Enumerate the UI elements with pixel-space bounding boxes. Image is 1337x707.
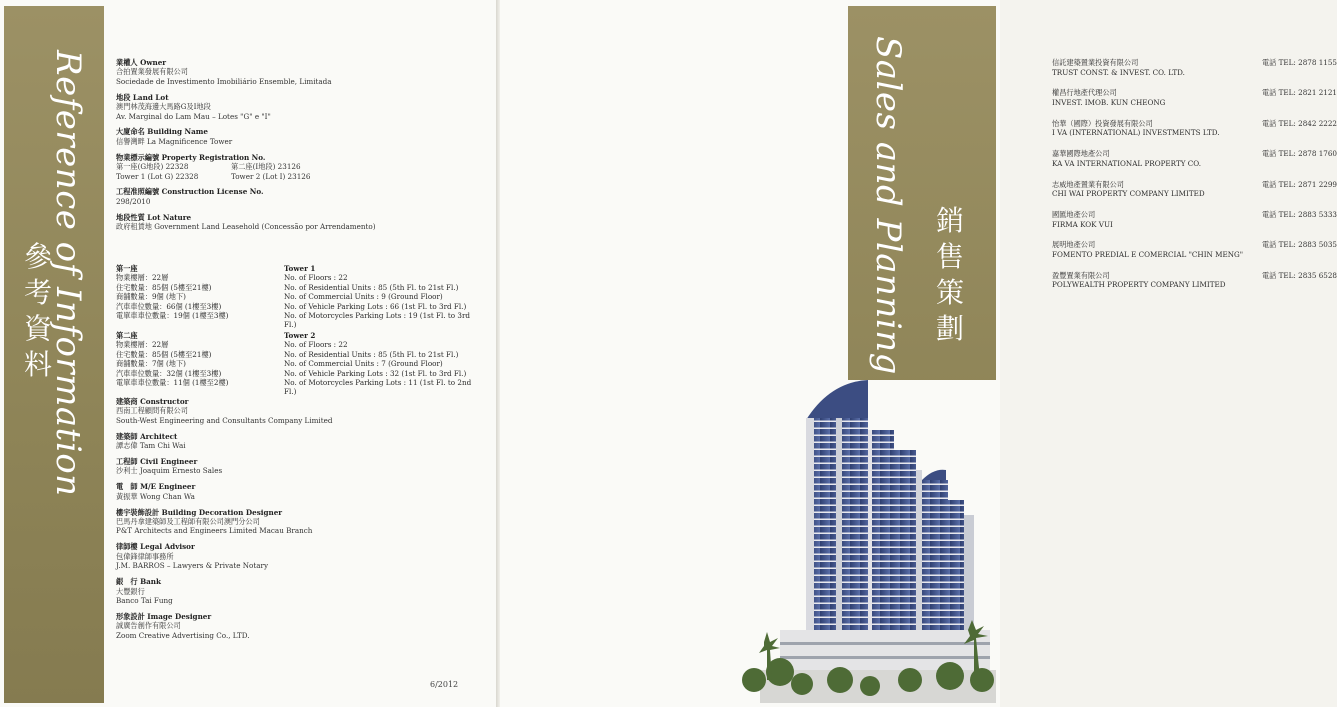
agent-name-en: INVEST. IMOB. KUN CHEONG [1052, 97, 1166, 107]
tower-line: No. of Motorcycles Parking Lots : 19 (1st Fl. to 3rd Fl.) [284, 311, 471, 330]
entry-me-engineer [116, 482, 486, 501]
entry-constructor [116, 397, 486, 425]
agent-name-cn: 展明地產公司 [1052, 240, 1096, 250]
entry-line: P&T Architects and Engineers Limited Macau Branch [116, 526, 313, 536]
tower-line: No. of Floors : 22 [284, 273, 348, 283]
tower-line: No. of Residential Units : 85 (5th Fl. to 21st Fl.) [284, 282, 459, 292]
agent-row [1052, 119, 1337, 149]
agent-tel: 電話 TEL: 2871 2299 [1261, 179, 1337, 189]
tower-line: No. of Floors : 22 [284, 340, 348, 350]
entry-line: South-West Engineering and Consultants Company Limited [116, 415, 333, 425]
agent-row [1052, 271, 1337, 301]
agent-name-cn: 嘉華國際地產公司 [1052, 149, 1110, 159]
cjk-char: 料 [24, 348, 53, 381]
cjk-char: 銷 [936, 204, 965, 237]
entry-building-name [116, 127, 486, 146]
agent-row [1052, 88, 1337, 118]
entry-label: 建築師 Architect [116, 431, 178, 441]
entry-line: 澳門林茂海邊大馬路G及I地段 [116, 102, 211, 112]
tower-line: No. of Residential Units : 85 (5th Fl. to 21st Fl.) [284, 349, 459, 359]
right-vertical-title: Sales and Planning [868, 36, 908, 375]
entry-label: 地段 Land Lot [116, 92, 169, 102]
entry-architect [116, 432, 486, 451]
entry-line: 298/2010 [116, 196, 151, 206]
agent-tel: 電話 TEL: 2835 6528 [1261, 270, 1337, 280]
entry-line: Banco Tai Fung [116, 595, 173, 605]
entry-line: 誠廣告創作有限公司 [116, 621, 181, 631]
left-page [0, 0, 500, 707]
agent-name-en: TRUST CONST. & INVEST. CO. LTD. [1052, 67, 1185, 77]
entry-line: 包偉鋒律師事務所 [116, 551, 174, 561]
info-entries [116, 58, 486, 238]
tower-line: 物業樓層：22層 [116, 273, 169, 283]
entry-line: 黃振華 Wong Chan Wa [116, 491, 195, 501]
entry-label: 建築商 Constructor [116, 397, 189, 406]
podium [780, 630, 990, 670]
entry-line: 西南工程顧問有限公司 [116, 406, 188, 416]
agent-row [1052, 149, 1337, 179]
entry-line: Zoom Creative Advertising Co., LTD. [116, 630, 250, 640]
info-entries-2 [116, 397, 486, 647]
agent-row [1052, 210, 1337, 240]
building-illustration [740, 380, 996, 703]
agent-row [1052, 240, 1337, 270]
cjk-char: 劃 [936, 312, 965, 345]
entry-line: 合拍置業發展有限公司 [116, 67, 188, 77]
tower-line: 電單車車位數量：11個 (1樓至2樓) [116, 378, 229, 388]
entry-label: 律師樓 Legal Advisor [116, 542, 195, 552]
agent-tel: 電話 TEL: 2821 2121 [1261, 88, 1337, 98]
agent-name-cn: 信託建築置業投資有限公司 [1052, 58, 1139, 67]
tower-heading: 第一座 [116, 264, 138, 273]
entry-label: 工程准照編號 Construction License No. [116, 187, 264, 197]
tower-line: 汽車車位數量：32個 (1樓至3樓) [116, 368, 222, 378]
tower-line: No. of Vehicle Parking Lots : 66 (1st Fl. to 3rd Fl.) [284, 301, 467, 311]
left-cjk-title [24, 242, 52, 380]
entry-line: J.M. BARROS – Lawyers & Private Notary [116, 561, 269, 571]
agent-tel: 電話 TEL: 2878 1155 [1261, 58, 1337, 67]
tower2-block [116, 331, 486, 397]
tower-line: No. of Commercial Units : 7 (Ground Floor) [284, 359, 443, 369]
agent-tel: 電話 TEL: 2878 1760 [1261, 149, 1337, 159]
agent-row [1052, 180, 1337, 210]
agent-tel: 電話 TEL: 2883 5035 [1261, 240, 1337, 250]
cjk-char: 策 [936, 276, 965, 309]
cjk-char: 參 [24, 240, 53, 273]
cjk-char: 售 [936, 240, 965, 273]
entry-license [116, 187, 486, 206]
entry-decoration-designer [116, 508, 486, 536]
tower-line: No. of Motorcycles Parking Lots : 11 (1st Fl. to 2nd Fl.) [284, 378, 472, 397]
tower-line: 汽車車位數量：66個 (1樓至3樓) [116, 301, 222, 311]
entry-registration [116, 153, 486, 181]
agent-name-en: I VA (INTERNATIONAL) INVESTMENTS LTD. [1052, 128, 1220, 138]
tower1-block [116, 264, 486, 330]
agent-name-cn: 志威地產置業有限公司 [1052, 179, 1124, 189]
entry-line: 大豐銀行 [116, 586, 145, 596]
entry-line: Tower 1 (Lot G) 22328 [116, 171, 199, 181]
entry-line: 政府租賃地 Government Land Leasehold (Concessão por Arrendamento) [116, 222, 376, 232]
entry-label: 電 師 M/E Engineer [116, 482, 196, 492]
agent-name-en: FIRMA KOK VUI [1052, 219, 1113, 229]
agent-name-cn: 盈豐置業有限公司 [1052, 270, 1110, 280]
entry-bank [116, 577, 486, 605]
agent-tel: 電話 TEL: 2842 2222 [1261, 118, 1337, 128]
tower-line: 商舖數量：7個 (地下) [116, 359, 186, 369]
page-number: 6/2012 [430, 680, 459, 689]
agent-name-cn: 怡華（國際）投資發展有限公司 [1052, 118, 1153, 128]
entry-image-designer [116, 612, 486, 640]
cjk-char: 資 [24, 312, 53, 345]
tower-line: 住宅數量：85個 (5樓至21樓) [116, 282, 212, 292]
tower-2 [922, 480, 948, 648]
tower-line: No. of Vehicle Parking Lots : 32 (1st Fl. to 3rd Fl.) [284, 368, 467, 378]
tower-line: No. of Commercial Units : 9 (Ground Floor) [284, 292, 443, 302]
entry-label: 大廈命名 Building Name [116, 127, 208, 137]
entry-legal-advisor [116, 542, 486, 570]
left-title-band [4, 6, 104, 703]
entry-line: 第二座(I地段) 23126 [231, 162, 301, 172]
entry-civil-engineer [116, 457, 486, 476]
entry-label: 業權人 Owner [116, 58, 167, 67]
entry-line: Sociedade de Investimento Imobiliário Ensemble, Limitada [116, 76, 332, 86]
cjk-char: 考 [24, 276, 53, 309]
entry-label: 銀 行 Bank [116, 577, 162, 587]
sales-agents-list [1052, 58, 1337, 301]
entry-line: Tower 2 (Lot I) 23126 [231, 171, 311, 181]
entry-label: 形象設計 Image Designer [116, 611, 212, 621]
agent-tel: 電話 TEL: 2883 5333 [1261, 209, 1337, 219]
agent-name-en: FOMENTO PREDIAL E COMERCIAL "CHIN MENG" [1052, 249, 1244, 259]
agent-name-en: KA VA INTERNATIONAL PROPERTY CO. [1052, 158, 1202, 168]
entry-label: 地段性質 Lot Nature [116, 212, 192, 222]
tower-line: 商舖數量：9個 (地下) [116, 292, 186, 302]
entry-line: 沙利士 Joaquim Ernesto Sales [116, 466, 223, 476]
agent-row [1052, 58, 1337, 88]
entry-line: 巴馬丹拿建築師及工程師有限公司澳門分公司 [116, 517, 260, 527]
entry-line: 譚志偉 Tam Chi Wai [116, 441, 186, 451]
tower-heading: Tower 2 [284, 331, 316, 340]
entry-line: 信譽灣畔 La Magnificence Tower [116, 136, 233, 146]
entry-lot-nature [116, 213, 486, 232]
agent-name-cn: 權昌行地產代理公司 [1052, 88, 1117, 98]
agent-name-cn: 國匯地產公司 [1052, 209, 1096, 219]
entry-line: 第一座(G地段) 22328 [116, 162, 189, 172]
entry-label: 樓宇裝飾設計 Building Decoration Designer [116, 507, 283, 517]
agent-name-en: POLYWEALTH PROPERTY COMPANY LIMITED [1052, 280, 1226, 290]
left-vertical-title: Reference of Information [48, 50, 88, 497]
entry-owner [116, 58, 486, 86]
tower-heading: Tower 1 [284, 264, 316, 273]
tower-line: 物業樓層：22層 [116, 340, 169, 350]
entry-land-lot [116, 93, 486, 121]
tower-heading: 第二座 [116, 331, 138, 340]
entry-label: 工程師 Civil Engineer [116, 457, 198, 467]
right-cjk-title [936, 206, 964, 344]
tower-line: 住宅數量：85個 (5樓至21樓) [116, 349, 212, 359]
entry-line: Av. Marginal do Lam Mau – Lotes "G" e "I" [116, 111, 271, 121]
entry-label: 物業標示編號 Property Registration No. [116, 152, 266, 162]
tower-line: 電單車車位數量：19個 (1樓至3樓) [116, 311, 229, 321]
agent-name-en: CHI WAI PROPERTY COMPANY LIMITED [1052, 189, 1205, 199]
